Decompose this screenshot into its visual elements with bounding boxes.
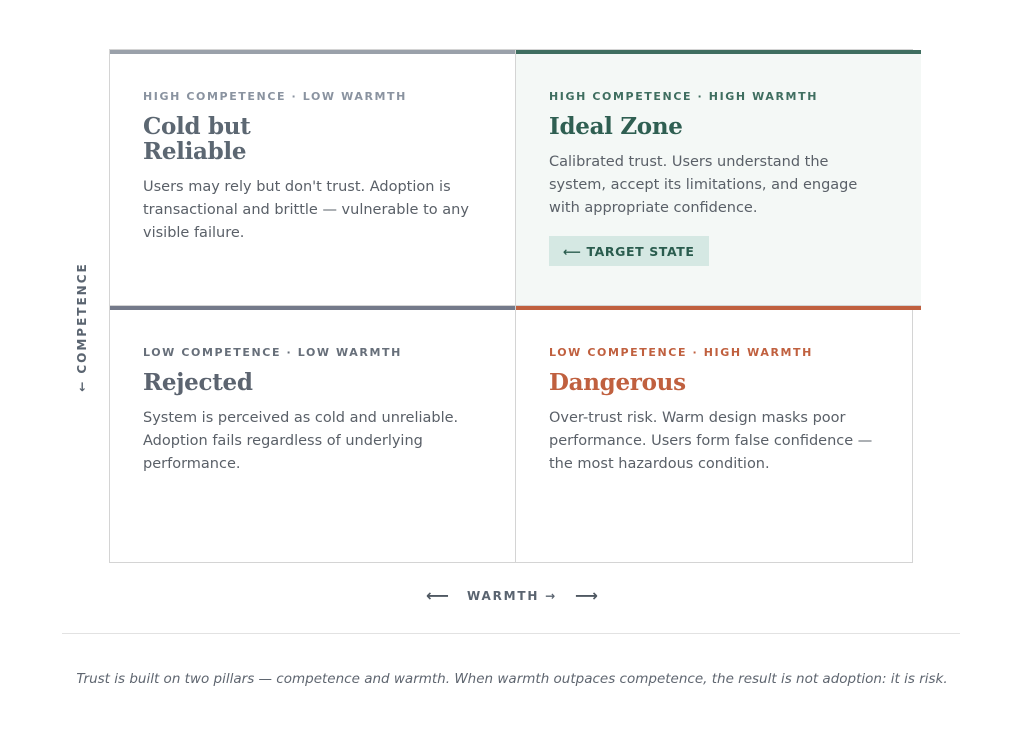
quadrant-description: Calibrated trust. Users understand the system, accept its limitations, and engage with appropriate confidence. xyxy=(549,154,858,216)
x-axis-text: WARMTH → xyxy=(466,588,558,603)
quadrant-description: Over-trust risk. Warm design masks poor performance. Users form false confidence — the most hazardous condition. xyxy=(549,410,873,472)
quadrant-title: Ideal Zone xyxy=(549,113,683,140)
quadrant-ideal-zone xyxy=(516,50,921,306)
quadrant-tag: LOW COMPETENCE · HIGH WARMTH xyxy=(549,346,813,359)
accent-bar xyxy=(110,306,515,310)
quadrant-title: Rejected xyxy=(143,369,253,396)
quadrant-title: Cold but Reliable xyxy=(143,113,251,165)
accent-bar xyxy=(516,50,921,54)
caption: Trust is built on two pillars — competence and warmth. When warmth outpaces competence, the result is not adoption: it is risk. xyxy=(76,670,948,687)
left-arrow-icon: ⟵ xyxy=(426,586,449,605)
quadrant-description: System is perceived as cold and unreliable. Adoption fails regardless of underlying performance. xyxy=(143,410,459,472)
y-axis-text: COMPETENCE xyxy=(75,262,89,374)
right-arrow-icon: ⟶ xyxy=(575,586,598,605)
quadrant-dangerous xyxy=(516,306,921,562)
quadrant-rejected xyxy=(110,306,516,562)
quadrant-description: Users may rely but don't trust. Adoption is transactional and brittle — vulnerable to any visible failure. xyxy=(143,179,469,241)
quadrant-tag: LOW COMPETENCE · LOW WARMTH xyxy=(143,346,402,359)
divider xyxy=(62,633,960,634)
up-arrow-icon: ← xyxy=(75,379,89,392)
quadrant-cold-but-reliable xyxy=(110,50,516,306)
target-state-badge: ⟵ TARGET STATE xyxy=(549,236,709,266)
accent-bar xyxy=(110,50,515,54)
quadrant-title: Dangerous xyxy=(549,369,686,396)
x-axis-label xyxy=(0,586,1024,605)
y-axis-label xyxy=(75,262,89,391)
quadrant-tag: HIGH COMPETENCE · HIGH WARMTH xyxy=(549,90,818,103)
accent-bar xyxy=(516,306,921,310)
trust-matrix xyxy=(109,49,913,563)
quadrant-tag: HIGH COMPETENCE · LOW WARMTH xyxy=(143,90,407,103)
